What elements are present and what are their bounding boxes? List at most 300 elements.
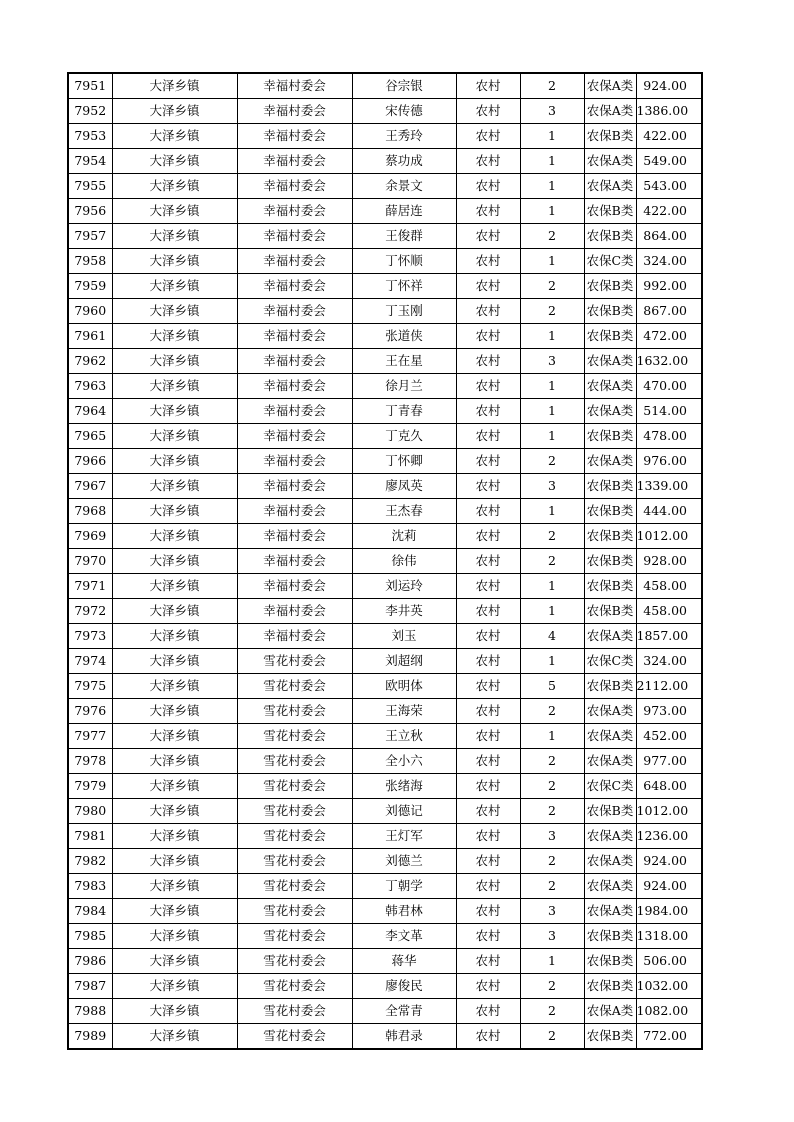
amount-cell: 470.00 [636,374,702,399]
household-count-cell: 2 [520,224,584,249]
residence-type-cell: 农村 [456,749,520,774]
village-cell: 雪花村委会 [237,849,352,874]
insurance-class-cell: 农保B类 [584,574,636,599]
residence-type-cell: 农村 [456,524,520,549]
household-count-cell: 2 [520,549,584,574]
township-cell: 大泽乡镇 [112,624,237,649]
insurance-class-cell: 农保B类 [584,674,636,699]
township-cell: 大泽乡镇 [112,449,237,474]
insurance-class-cell: 农保B类 [584,924,636,949]
township-cell: 大泽乡镇 [112,674,237,699]
township-cell: 大泽乡镇 [112,924,237,949]
amount-cell: 1082.00 [636,999,702,1024]
name-cell: 蔡功成 [352,149,456,174]
serial-cell: 7968 [68,499,112,524]
township-cell: 大泽乡镇 [112,474,237,499]
residence-type-cell: 农村 [456,424,520,449]
table-row [68,874,702,899]
village-cell: 幸福村委会 [237,374,352,399]
amount-cell: 458.00 [636,574,702,599]
serial-cell: 7989 [68,1024,112,1050]
name-cell: 全小六 [352,749,456,774]
residence-type-cell: 农村 [456,874,520,899]
household-count-cell: 2 [520,449,584,474]
residence-type-cell: 农村 [456,924,520,949]
village-cell: 雪花村委会 [237,974,352,999]
village-cell: 幸福村委会 [237,449,352,474]
serial-cell: 7955 [68,174,112,199]
name-cell: 丁克久 [352,424,456,449]
insurance-class-cell: 农保A类 [584,73,636,99]
township-cell: 大泽乡镇 [112,399,237,424]
household-count-cell: 2 [520,73,584,99]
insurance-class-cell: 农保A类 [584,99,636,124]
household-count-cell: 2 [520,774,584,799]
serial-cell: 7978 [68,749,112,774]
village-cell: 雪花村委会 [237,774,352,799]
household-count-cell: 2 [520,699,584,724]
residence-type-cell: 农村 [456,774,520,799]
serial-cell: 7960 [68,299,112,324]
amount-cell: 1012.00 [636,799,702,824]
name-cell: 王立秋 [352,724,456,749]
serial-cell: 7984 [68,899,112,924]
insurance-class-cell: 农保A类 [584,999,636,1024]
name-cell: 丁朝学 [352,874,456,899]
amount-cell: 458.00 [636,599,702,624]
village-cell: 雪花村委会 [237,1024,352,1050]
table-row [68,599,702,624]
insurance-class-cell: 农保B类 [584,949,636,974]
table-row [68,574,702,599]
insurance-class-cell: 农保B类 [584,299,636,324]
table-row [68,499,702,524]
amount-cell: 324.00 [636,249,702,274]
village-cell: 幸福村委会 [237,299,352,324]
residence-type-cell: 农村 [456,374,520,399]
household-count-cell: 1 [520,649,584,674]
table-row [68,249,702,274]
village-cell: 幸福村委会 [237,349,352,374]
village-cell: 幸福村委会 [237,424,352,449]
household-count-cell: 2 [520,974,584,999]
insurance-class-cell: 农保A类 [584,699,636,724]
insurance-class-cell: 农保A类 [584,174,636,199]
insurance-class-cell: 农保A类 [584,624,636,649]
name-cell: 张道侠 [352,324,456,349]
name-cell: 李文革 [352,924,456,949]
serial-cell: 7988 [68,999,112,1024]
serial-cell: 7969 [68,524,112,549]
table-row [68,999,702,1024]
amount-cell: 1857.00 [636,624,702,649]
name-cell: 丁怀卿 [352,449,456,474]
table-row [68,724,702,749]
name-cell: 王秀玲 [352,124,456,149]
name-cell: 沈莉 [352,524,456,549]
serial-cell: 7961 [68,324,112,349]
name-cell: 谷宗银 [352,73,456,99]
household-count-cell: 1 [520,174,584,199]
serial-cell: 7980 [68,799,112,824]
township-cell: 大泽乡镇 [112,524,237,549]
village-cell: 雪花村委会 [237,999,352,1024]
township-cell: 大泽乡镇 [112,124,237,149]
amount-cell: 514.00 [636,399,702,424]
household-count-cell: 1 [520,399,584,424]
insurance-class-cell: 农保B类 [584,224,636,249]
table-row [68,424,702,449]
village-cell: 幸福村委会 [237,249,352,274]
table-row [68,199,702,224]
insurance-class-cell: 农保A类 [584,899,636,924]
name-cell: 刘运玲 [352,574,456,599]
amount-cell: 973.00 [636,699,702,724]
amount-cell: 864.00 [636,224,702,249]
insurance-class-cell: 农保A类 [584,349,636,374]
serial-cell: 7963 [68,374,112,399]
residence-type-cell: 农村 [456,249,520,274]
residence-type-cell: 农村 [456,549,520,574]
insurance-class-cell: 农保B类 [584,124,636,149]
village-cell: 幸福村委会 [237,524,352,549]
village-cell: 雪花村委会 [237,899,352,924]
household-count-cell: 3 [520,824,584,849]
amount-cell: 506.00 [636,949,702,974]
township-cell: 大泽乡镇 [112,749,237,774]
village-cell: 雪花村委会 [237,749,352,774]
residence-type-cell: 农村 [456,149,520,174]
household-count-cell: 2 [520,524,584,549]
amount-cell: 928.00 [636,549,702,574]
village-cell: 幸福村委会 [237,224,352,249]
amount-cell: 648.00 [636,774,702,799]
insurance-class-cell: 农保A类 [584,749,636,774]
table-row [68,699,702,724]
name-cell: 李井英 [352,599,456,624]
insurance-class-cell: 农保B类 [584,424,636,449]
serial-cell: 7951 [68,73,112,99]
insurance-class-cell: 农保A类 [584,374,636,399]
township-cell: 大泽乡镇 [112,424,237,449]
name-cell: 王在星 [352,349,456,374]
table-row [68,949,702,974]
household-count-cell: 2 [520,274,584,299]
table-row [68,1024,702,1050]
insurance-class-cell: 农保B类 [584,799,636,824]
residence-type-cell: 农村 [456,299,520,324]
residence-type-cell: 农村 [456,699,520,724]
residence-type-cell: 农村 [456,574,520,599]
serial-cell: 7964 [68,399,112,424]
village-cell: 幸福村委会 [237,549,352,574]
village-cell: 幸福村委会 [237,274,352,299]
village-cell: 幸福村委会 [237,399,352,424]
household-count-cell: 1 [520,374,584,399]
township-cell: 大泽乡镇 [112,199,237,224]
amount-cell: 924.00 [636,73,702,99]
table-row [68,274,702,299]
amount-cell: 867.00 [636,299,702,324]
amount-cell: 772.00 [636,1024,702,1050]
township-cell: 大泽乡镇 [112,899,237,924]
insurance-class-cell: 农保B类 [584,324,636,349]
household-count-cell: 2 [520,799,584,824]
township-cell: 大泽乡镇 [112,499,237,524]
amount-cell: 549.00 [636,149,702,174]
household-count-cell: 1 [520,149,584,174]
table-row [68,124,702,149]
serial-cell: 7979 [68,774,112,799]
household-count-cell: 2 [520,1024,584,1050]
township-cell: 大泽乡镇 [112,699,237,724]
household-count-cell: 5 [520,674,584,699]
table-row [68,649,702,674]
household-count-cell: 1 [520,424,584,449]
township-cell: 大泽乡镇 [112,73,237,99]
amount-cell: 1984.00 [636,899,702,924]
serial-cell: 7975 [68,674,112,699]
household-count-cell: 2 [520,874,584,899]
serial-cell: 7958 [68,249,112,274]
residence-type-cell: 农村 [456,824,520,849]
name-cell: 廖凤英 [352,474,456,499]
residence-type-cell: 农村 [456,624,520,649]
name-cell: 刘德兰 [352,849,456,874]
village-cell: 幸福村委会 [237,99,352,124]
name-cell: 刘德记 [352,799,456,824]
serial-cell: 7962 [68,349,112,374]
name-cell: 薛居连 [352,199,456,224]
township-cell: 大泽乡镇 [112,974,237,999]
table-row [68,749,702,774]
amount-cell: 1632.00 [636,349,702,374]
table-row [68,774,702,799]
amount-cell: 1339.00 [636,474,702,499]
township-cell: 大泽乡镇 [112,599,237,624]
name-cell: 廖俊民 [352,974,456,999]
name-cell: 王杰春 [352,499,456,524]
name-cell: 全常青 [352,999,456,1024]
insurance-class-cell: 农保A类 [584,399,636,424]
residence-type-cell: 农村 [456,799,520,824]
serial-cell: 7953 [68,124,112,149]
table-row [68,374,702,399]
table-row [68,849,702,874]
household-count-cell: 1 [520,324,584,349]
household-count-cell: 2 [520,999,584,1024]
residence-type-cell: 农村 [456,974,520,999]
name-cell: 蒋华 [352,949,456,974]
residence-type-cell: 农村 [456,349,520,374]
insurance-class-cell: 农保A类 [584,724,636,749]
name-cell: 丁玉刚 [352,299,456,324]
township-cell: 大泽乡镇 [112,824,237,849]
household-count-cell: 2 [520,849,584,874]
village-cell: 雪花村委会 [237,799,352,824]
village-cell: 幸福村委会 [237,624,352,649]
amount-cell: 1032.00 [636,974,702,999]
table-row [68,399,702,424]
insurance-class-cell: 农保A类 [584,849,636,874]
serial-cell: 7986 [68,949,112,974]
residence-type-cell: 农村 [456,674,520,699]
household-count-cell: 1 [520,599,584,624]
household-count-cell: 3 [520,924,584,949]
table-row [68,149,702,174]
village-cell: 雪花村委会 [237,924,352,949]
table-row [68,974,702,999]
table-row [68,674,702,699]
residence-type-cell: 农村 [456,649,520,674]
serial-cell: 7976 [68,699,112,724]
serial-cell: 7987 [68,974,112,999]
residence-type-cell: 农村 [456,73,520,99]
table-row [68,624,702,649]
residence-type-cell: 农村 [456,274,520,299]
insurance-class-cell: 农保B类 [584,499,636,524]
insurance-class-cell: 农保B类 [584,1024,636,1050]
serial-cell: 7967 [68,474,112,499]
serial-cell: 7970 [68,549,112,574]
amount-cell: 452.00 [636,724,702,749]
serial-cell: 7966 [68,449,112,474]
roster-body [68,73,702,1049]
village-cell: 雪花村委会 [237,949,352,974]
village-cell: 幸福村委会 [237,599,352,624]
village-cell: 幸福村委会 [237,124,352,149]
amount-cell: 422.00 [636,199,702,224]
table-row [68,324,702,349]
township-cell: 大泽乡镇 [112,1024,237,1050]
roster-table [67,72,703,1050]
table-row [68,549,702,574]
amount-cell: 478.00 [636,424,702,449]
residence-type-cell: 农村 [456,399,520,424]
serial-cell: 7965 [68,424,112,449]
insurance-class-cell: 农保B类 [584,274,636,299]
serial-cell: 7957 [68,224,112,249]
village-cell: 幸福村委会 [237,199,352,224]
household-count-cell: 1 [520,199,584,224]
township-cell: 大泽乡镇 [112,174,237,199]
insurance-class-cell: 农保C类 [584,774,636,799]
amount-cell: 543.00 [636,174,702,199]
amount-cell: 924.00 [636,849,702,874]
name-cell: 王俊群 [352,224,456,249]
township-cell: 大泽乡镇 [112,999,237,1024]
village-cell: 雪花村委会 [237,674,352,699]
residence-type-cell: 农村 [456,1024,520,1050]
household-count-cell: 1 [520,124,584,149]
insurance-class-cell: 农保C类 [584,249,636,274]
amount-cell: 324.00 [636,649,702,674]
serial-cell: 7985 [68,924,112,949]
serial-cell: 7974 [68,649,112,674]
village-cell: 雪花村委会 [237,724,352,749]
village-cell: 幸福村委会 [237,324,352,349]
township-cell: 大泽乡镇 [112,724,237,749]
amount-cell: 1386.00 [636,99,702,124]
residence-type-cell: 农村 [456,199,520,224]
table-row [68,824,702,849]
household-count-cell: 1 [520,949,584,974]
household-count-cell: 3 [520,349,584,374]
township-cell: 大泽乡镇 [112,324,237,349]
name-cell: 丁怀顺 [352,249,456,274]
insurance-class-cell: 农保A类 [584,874,636,899]
residence-type-cell: 农村 [456,224,520,249]
serial-cell: 7973 [68,624,112,649]
insurance-class-cell: 农保B类 [584,524,636,549]
serial-cell: 7977 [68,724,112,749]
table-row [68,924,702,949]
name-cell: 宋传德 [352,99,456,124]
household-count-cell: 1 [520,499,584,524]
name-cell: 丁青春 [352,399,456,424]
residence-type-cell: 农村 [456,124,520,149]
village-cell: 雪花村委会 [237,824,352,849]
residence-type-cell: 农村 [456,449,520,474]
township-cell: 大泽乡镇 [112,99,237,124]
township-cell: 大泽乡镇 [112,349,237,374]
township-cell: 大泽乡镇 [112,774,237,799]
village-cell: 雪花村委会 [237,699,352,724]
amount-cell: 977.00 [636,749,702,774]
insurance-class-cell: 农保B类 [584,599,636,624]
table-row [68,449,702,474]
name-cell: 韩君录 [352,1024,456,1050]
village-cell: 雪花村委会 [237,649,352,674]
township-cell: 大泽乡镇 [112,224,237,249]
township-cell: 大泽乡镇 [112,874,237,899]
name-cell: 韩君林 [352,899,456,924]
name-cell: 徐伟 [352,549,456,574]
insurance-class-cell: 农保A类 [584,824,636,849]
insurance-class-cell: 农保A类 [584,149,636,174]
village-cell: 雪花村委会 [237,874,352,899]
table-row [68,524,702,549]
insurance-class-cell: 农保B类 [584,974,636,999]
township-cell: 大泽乡镇 [112,849,237,874]
township-cell: 大泽乡镇 [112,549,237,574]
household-count-cell: 3 [520,474,584,499]
name-cell: 刘玉 [352,624,456,649]
serial-cell: 7983 [68,874,112,899]
township-cell: 大泽乡镇 [112,274,237,299]
insurance-class-cell: 农保B类 [584,474,636,499]
table-row [68,73,702,99]
amount-cell: 1012.00 [636,524,702,549]
village-cell: 幸福村委会 [237,499,352,524]
serial-cell: 7981 [68,824,112,849]
name-cell: 刘超纲 [352,649,456,674]
amount-cell: 422.00 [636,124,702,149]
name-cell: 徐月兰 [352,374,456,399]
household-count-cell: 2 [520,749,584,774]
table-row [68,474,702,499]
township-cell: 大泽乡镇 [112,799,237,824]
village-cell: 幸福村委会 [237,574,352,599]
amount-cell: 924.00 [636,874,702,899]
residence-type-cell: 农村 [456,99,520,124]
household-count-cell: 4 [520,624,584,649]
serial-cell: 7952 [68,99,112,124]
name-cell: 丁怀祥 [352,274,456,299]
residence-type-cell: 农村 [456,724,520,749]
residence-type-cell: 农村 [456,599,520,624]
township-cell: 大泽乡镇 [112,949,237,974]
